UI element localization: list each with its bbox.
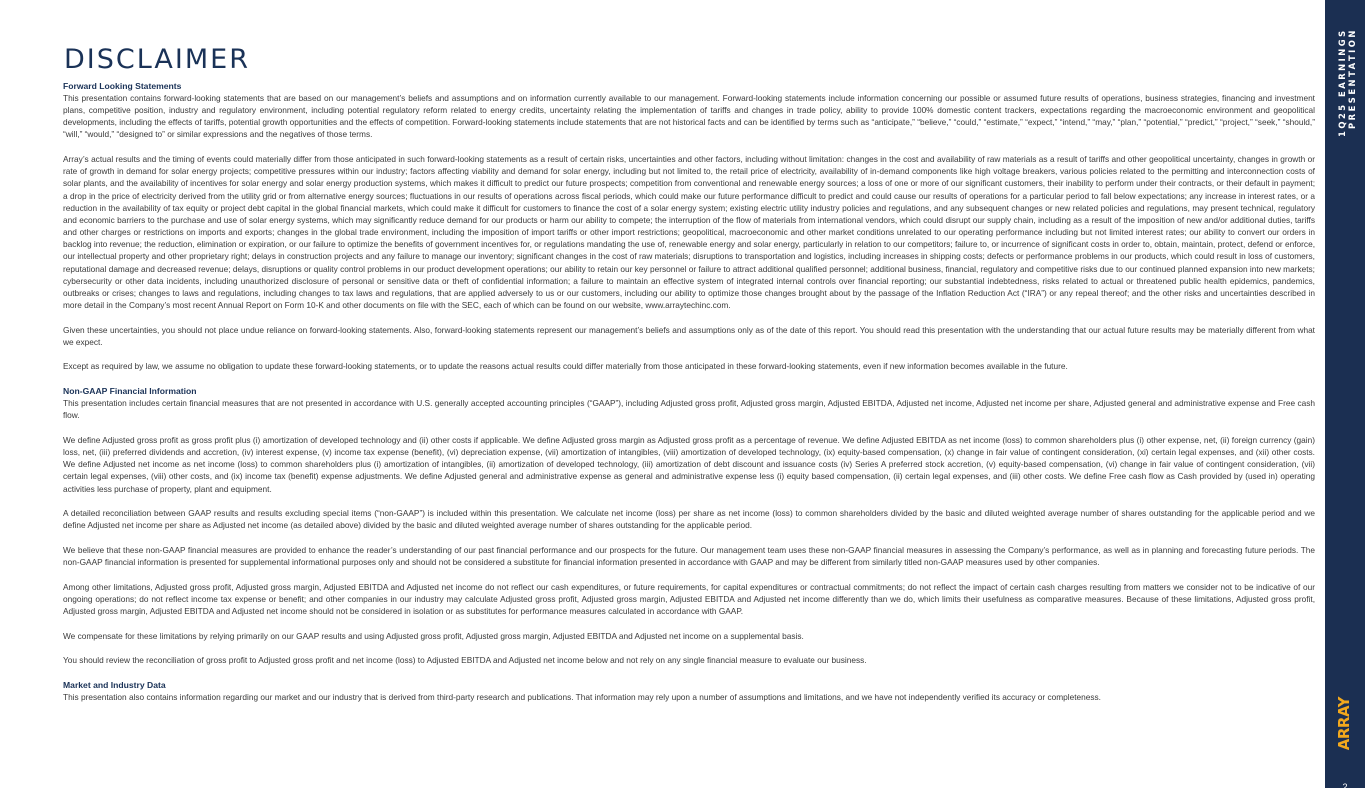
page-title: DISCLAIMER [64, 44, 250, 75]
paragraph: This presentation also contains information regarding our market and our industry that is derived from third-party research and publications. That information may rely upon a number of assumptions and limitations, and we have not independently verified its accuracy or completeness. [63, 692, 1101, 703]
page-number: 2 [1342, 782, 1348, 792]
paragraph: We define Adjusted gross profit as gross profit plus (i) amortization of developed technology and (ii) other costs if applicable. We define Adjusted gross margin as Adjusted gross profit as a percentage of revenue. We define Adjusted EBITDA as net income (loss) to common shareholders plus (i) other expense, net, (ii) foreign currency (gain) loss, net, (iii) preferred dividends and accretion, (iv) interest expense, (v) income tax expense (benefit), (vi) depreciation expense, (vii) amortization of intangibles, (viii) amortization of developed technology, (ix) equity-based compensation, (x) change in fair value of contingent consideration, (xi) certain legal expenses, and (xii) other costs. We define Adjusted net income as net income (loss) to common shareholders plus (i) amortization of intangibles, (ii) amortization of developed technology, (iii) amortization of debt discount and issuance costs (iv) Series A preferred stock accretion, (v) equity-based compensation, (vi) change in fair value of contingent consideration, (vii) certain legal expenses, (viii) other costs, and (ix) income tax (benefit) expense adjustments. We define Adjusted general and administrative expense as general and administrative expense less (i) equity based compensation, (ii) certain legal expenses, and (iii) other costs. We define Free cash flow as Cash provided by (used in) operating activities less purchase of property, plant and equipment. [63, 434, 1315, 494]
sidebar [1325, 0, 1365, 792]
paragraph: Except as required by law, we assume no obligation to update these forward-looking statements, or to update the reasons actual results could differ materially from those anticipated in these forward-looking statements, even if new information becomes available in the future. [63, 361, 1068, 372]
paragraph: A detailed reconciliation between GAAP results and results excluding special items (“non-GAAP”) is included within this presentation. We calculate net income (loss) per share as net income (loss) to common shareholders divided by the basic and diluted weighted average number of shares outstanding for the applicable period and we define Adjusted net income per share as Adjusted net income (as detailed above) divided by the basic and diluted weighted average number of shares outstanding for the applicable period. [63, 508, 1315, 531]
array-logo: ARRAY [1335, 697, 1353, 751]
paragraph: Array’s actual results and the timing of events could materially differ from those anticipated in such forward-looking statements as a result of certain risks, uncertainties and other factors, including without limitation: changes in the cost and availability of raw materials as a result of tariffs and other geopolitical uncertainty, changes in growth or rate of growth in demand for solar energy projects; competitive pressures within our industry; factors affecting viability and demand for solar energy, including but not limited to, the retail price of electricity, availability of in-demand components like high voltage breakers, various policies related to the permitting and interconnection costs of solar plants, and the availability of incentives for solar energy and solar energy production systems, which makes it difficult to predict our future prospects; competition from conventional and renewable energy sources; a loss of one or more of our significant customers, their inability to perform under their contracts, or their default in payment; a drop in the price of electricity derived from the utility grid or from alternative energy sources; fluctuations in our results of operations across fiscal periods, which could make our future performance difficult to predict and could cause our results of operations for a particular period to fall below expectations; any increase in interest rates, or a reduction in the availability of tax equity or project debt capital in the global financial markets, which could make it difficult for customers to finance the cost of a solar energy system; existing electric utility industry policies and regulations, and any subsequent changes or new related policies and regulations, may present technical, regulatory and economic barriers to the purchase and use of solar energy systems, which may significantly reduce demand for our products or harm our ability to compete; the interruption of the flow of materials from international vendors, which could disrupt our supply chain, including as a result of the imposition of new and/or additional duties, tariffs and other charges or restrictions on imports and exports; changes in the global trade environment, including the imposition of import tariffs or other import restrictions; geopolitical, macroeconomic and other market conditions unrelated to our operating performance including but not limited interest rates; our ability to convert our orders in backlog into revenue; the reduction, elimination or expiration, or our failure to optimize the benefits of government incentives for, or regulations mandating the use of, renewable energy and solar energy, particularly in relation to our competitors; failure to, or incurrence of significant costs in order to, obtain, maintain, protect, defend or enforce, our intellectual property and other proprietary right; delays in construction projects and any failure to manage our inventory; significant changes in the cost of raw materials; disruptions to transportation and logistics, including increases in shipping costs; defects or performance problems in our products, which could result in loss of customers, reputational damage and decreased revenue; delays, disruptions or quality control problems in our product development operations; our ability to retain our key personnel or failure to attract additional qualified personnel; additional business, financial, regulatory and competitive risks due to our continued planned expansion into new markets; cybersecurity or other data incidents, including unauthorized disclosure of personal or sensitive data or theft of confidential information; a failure to maintain an effective system of integrated internal controls over financial reporting; our substantial indebtedness, risks related to actual or threatened public health epidemics, pandemics, outbreaks or crises; changes to laws and regulations, including changes to tax laws and regulations, that are applied adversely to us or our customers, including our ability to optimize those changes brought about by the passage of the Inflation Reduction Act (“IRA”) or any repeal thereof; and the other risks and uncertainties described in more detail in the Company’s most recent Annual Report on Form 10-K and other documents on file with the SEC, each of which can be found on our website, www.arraytechinc.com. [63, 154, 1315, 310]
paragraph: Given these uncertainties, you should not place undue reliance on forward-looking statements. Also, forward-looking statements represent our management’s beliefs and assumptions only as of the date of this report. You should read this presentation with the understanding that our actual future results may be materially different from what we expect. [63, 324, 1315, 347]
disclaimer-body [63, 80, 1315, 716]
section-heading-non-gaap: Non-GAAP Financial Information [63, 386, 197, 397]
paragraph: This presentation contains forward-looking statements that are based on our management’s beliefs and assumptions and on information currently available to our management. Forward-looking statements include information concerning our possible or assumed future results of operations, business strategies, financing and investment plans, competitive position, industry and regulatory environment, including potential regulatory reform related to energy credits, uncertainty relating the implementation of tariffs and changes in trade policy, ability to provide 100% domestic content trackers, expectations regarding the macroeconomic environment and geopolitical developments, including the effects of tariffs, potential growth opportunities and the effects of competition. Forward-looking statements include statements that are not historical facts and can be identified by terms such as “anticipate,” “believe,” “could,” “estimate,” “expect,” “intend,” “may,” “plan,” “potential,” “predict,” “project,” “seek,” “should,” “will,” “would,” “designed to” or similar expressions and the negatives of those terms. [63, 93, 1315, 140]
paragraph: This presentation includes certain financial measures that are not presented in accordance with U.S. generally accepted accounting principles (“GAAP”), including Adjusted gross profit, Adjusted gross margin, Adjusted EBITDA, Adjusted net income, Adjusted net income per share, Adjusted general and administrative expense and Free cash flow. [63, 398, 1315, 421]
paragraph: We compensate for these limitations by relying primarily on our GAAP results and using Adjusted gross profit, Adjusted gross margin, Adjusted EBITDA and Adjusted net income on a supplemental basis. [63, 630, 804, 641]
paragraph: Among other limitations, Adjusted gross profit, Adjusted gross margin, Adjusted EBITDA and Adjusted net income do not reflect our cash expenditures, or future requirements, for capital expenditures or contractual commitments; do not reflect the impact of certain cash charges resulting from matters we consider not to be indicative of our ongoing operations; do not reflect income tax expense or benefit; and other companies in our industry may calculate Adjusted gross profit, Adjusted gross margin, Adjusted EBITDA and Adjusted net income differently than we do, which limits their usefulness as comparative measures. Because of these limitations, Adjusted gross profit, Adjusted gross margin, Adjusted EBITDA and Adjusted net income should not be considered in isolation or as substitutes for performance measures calculated in accordance with GAAP. [63, 581, 1315, 617]
paragraph: We believe that these non-GAAP financial measures are provided to enhance the reader’s understanding of our past financial performance and our prospects for the future. Our management team uses these non-GAAP financial measures in assessing the Company’s performance, as well as in planning and forecasting future periods. The non-GAAP financial information is presented for supplemental informational purposes only and should not be considered a substitute for financial information presented in accordance with GAAP and may be different from similarly titled non-GAAP measures used by other companies. [63, 545, 1315, 568]
paragraph: You should review the reconciliation of gross profit to Adjusted gross profit and net income (loss) to Adjusted EBITDA and Adjusted net income below and not rely on any single financial measure to evaluate our business. [63, 655, 867, 666]
section-heading-market-data: Market and Industry Data [63, 680, 166, 691]
presentation-label: 1Q25 EARNINGS PRESENTATION [1337, 28, 1357, 137]
section-heading-forward-looking: Forward Looking Statements [63, 81, 182, 91]
